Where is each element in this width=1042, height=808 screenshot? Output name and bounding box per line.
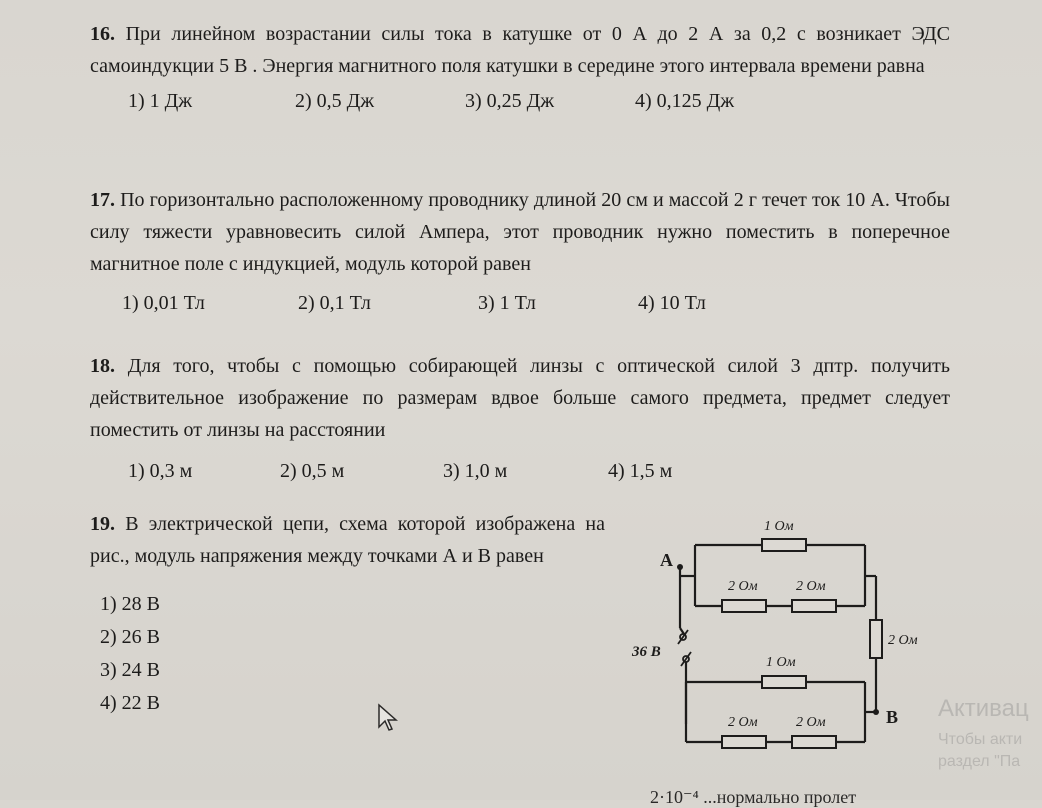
watermark-line-1: Активац: [938, 695, 1029, 722]
resistor-top-left: [722, 600, 766, 612]
label-bottom-right: 2 Ом: [796, 715, 826, 730]
question-19-text: [90, 508, 605, 572]
answer-option-3: 3) 0,25 Дж: [465, 90, 555, 112]
answer-option-3: 3) 1 Тл: [478, 292, 536, 314]
question-number: 17.: [90, 189, 115, 211]
question-body: В электрической цепи, схема которой изображена на рис., модуль напряжения между точками А и В равен: [90, 513, 605, 567]
resistor-right: [870, 620, 882, 658]
watermark-line-2: Чтобы акти: [938, 731, 1023, 748]
answer-option-2: 2) 0,5 Дж: [295, 90, 375, 112]
answer-option-2: 2) 26 В: [100, 626, 160, 648]
node-b: [873, 709, 879, 715]
question-16-text: [90, 18, 950, 82]
label-bottom-left: 2 Ом: [728, 715, 758, 730]
label-point-b: B: [886, 707, 899, 727]
question-19: [90, 508, 605, 720]
question-16: [90, 18, 950, 122]
question-number: 18.: [90, 355, 115, 377]
resistor-bottom-1ohm: [762, 676, 806, 688]
label-top-single: 1 Ом: [764, 519, 794, 534]
resistor-bottom-right: [792, 736, 836, 748]
resistor-bottom-left: [722, 736, 766, 748]
answer-option-1: 1) 0,3 м: [128, 460, 193, 482]
source-terminals: [678, 630, 691, 666]
answer-option-4: 4) 0,125 Дж: [635, 90, 735, 112]
label-top-left: 2 Ом: [728, 579, 758, 594]
label-source-voltage: 36 В: [632, 644, 661, 660]
question-body: Для того, чтобы с помощью собирающей линзы с оптической силой 3 дптр. получить действительное изображение по размерам вдвое больше самого предмета, предмет следует поместить от линзы на расстоянии: [90, 355, 950, 441]
answer-option-3: 3) 24 В: [100, 659, 160, 681]
question-number: 19.: [90, 513, 115, 535]
answer-options: [90, 290, 950, 324]
answer-option-4: 4) 10 Тл: [638, 292, 706, 314]
answer-option-4: 4) 1,5 м: [608, 460, 673, 482]
question-18-text: [90, 350, 950, 446]
resistor-top-1ohm: [762, 539, 806, 551]
answer-option-2: 2) 0,1 Тл: [298, 292, 371, 314]
question-body: По горизонтально расположенному проводнику длиной 20 см и массой 2 г течет ток 10 А. Чтобы силу тяжести уравновесить силой Ампера, этот проводник нужно поместить в поперечное магнитное поле с индукцией, модуль которой равен: [90, 189, 950, 275]
node-a: [677, 564, 683, 570]
answer-options: [90, 458, 950, 492]
label-top-right: 2 Ом: [796, 579, 826, 594]
answer-options: [100, 588, 605, 720]
answer-option-3: 3) 1,0 м: [443, 460, 508, 482]
question-18: [90, 350, 950, 492]
mouse-cursor-icon: [377, 703, 399, 733]
answer-option-2: 2) 0,5 м: [280, 460, 345, 482]
cutoff-next-question: 2·10⁻⁴ ...нормально пролет: [650, 787, 857, 807]
label-bottom-single: 1 Ом: [766, 655, 796, 670]
question-body: При линейном возрастании силы тока в катушке от 0 А до 2 А за 0,2 с возникает ЭДС самоиндукции 5 В . Энергия магнитного поля катушки в середине этого интервала времени равна: [90, 23, 951, 77]
answer-option-1: 1) 28 В: [100, 593, 160, 615]
answer-option-1: 1) 0,01 Тл: [122, 292, 205, 314]
label-point-a: A: [660, 550, 673, 570]
answer-options: [90, 88, 950, 122]
activation-watermark: [938, 695, 1029, 771]
answer-option-1: 1) 1 Дж: [128, 90, 193, 112]
resistor-top-right: [792, 600, 836, 612]
question-number: 16.: [90, 23, 115, 45]
circuit-diagram: [620, 510, 940, 770]
question-17: [90, 184, 950, 324]
question-17-text: [90, 184, 950, 280]
watermark-line-3: раздел "Па: [938, 753, 1021, 770]
label-right: 2 Ом: [888, 633, 918, 648]
answer-option-4: 4) 22 В: [100, 692, 160, 714]
